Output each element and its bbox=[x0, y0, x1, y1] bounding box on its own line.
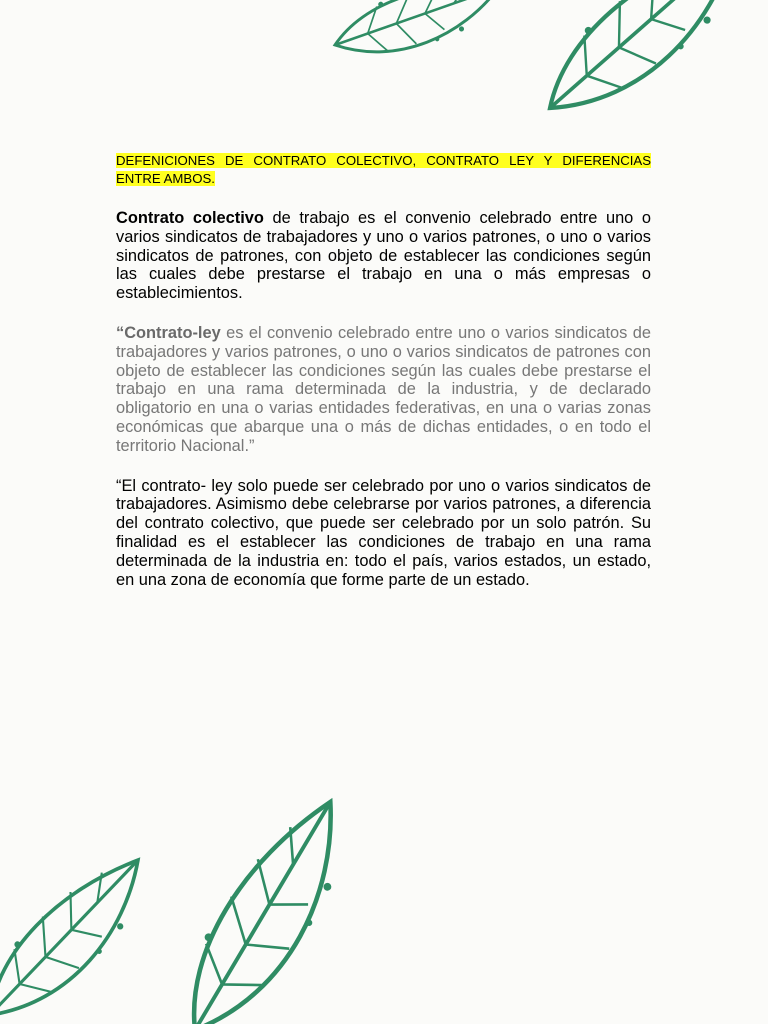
paragraph-text: “El contrato- ley solo puede ser celebrado por uno o varios sindicatos de trabajadores. Asimismo debe celebrarse por varios patrones, a diferencia del contrato colectivo, que puede ser celebrado por un solo patrón. Su finalidad es el establecer las condiciones de trabajo en una rama determinada de la industria en: todo el país, varios estados, un estado, en una zona de economía que forme parte de un estado. bbox=[116, 476, 651, 589]
paragraph-contrato-colectivo bbox=[116, 209, 651, 303]
paragraph-contrato-ley bbox=[116, 324, 651, 456]
heading-highlight: DEFENICIONES DE CONTRATO COLECTIVO, CONTRATO LEY Y DIFERENCIAS ENTRE AMBOS. bbox=[116, 153, 651, 186]
paragraph-text: de trabajo es el convenio celebrado entre uno o varios sindicatos de trabajadores y uno o varios patrones, o uno o varios sindicatos de patrones, con objeto de establecer las condiciones según las cuales debe prestarse el trabajo en una o más empresas o establecimientos. bbox=[116, 209, 651, 303]
document-heading bbox=[116, 152, 651, 188]
term-contrato-colectivo: Contrato colectivo bbox=[116, 209, 264, 227]
term-contrato-ley: “Contrato-ley bbox=[116, 323, 221, 342]
paragraph-diferencias bbox=[116, 477, 651, 590]
document-body bbox=[116, 152, 651, 589]
paragraph-text: es el convenio celebrado entre uno o varios sindicatos de trabajadores y varios patrones, o uno o varios sindicatos de patrones con objeto de establecer las condiciones según las cuales debe prestarse el trabajo en una rama determinada de la industria, y de declarado obligatorio en una o varias entidades federativas, en una o varias zonas económicas que abarque una o más de dichas entidades, o en todo el territorio Nacional.” bbox=[116, 323, 651, 455]
